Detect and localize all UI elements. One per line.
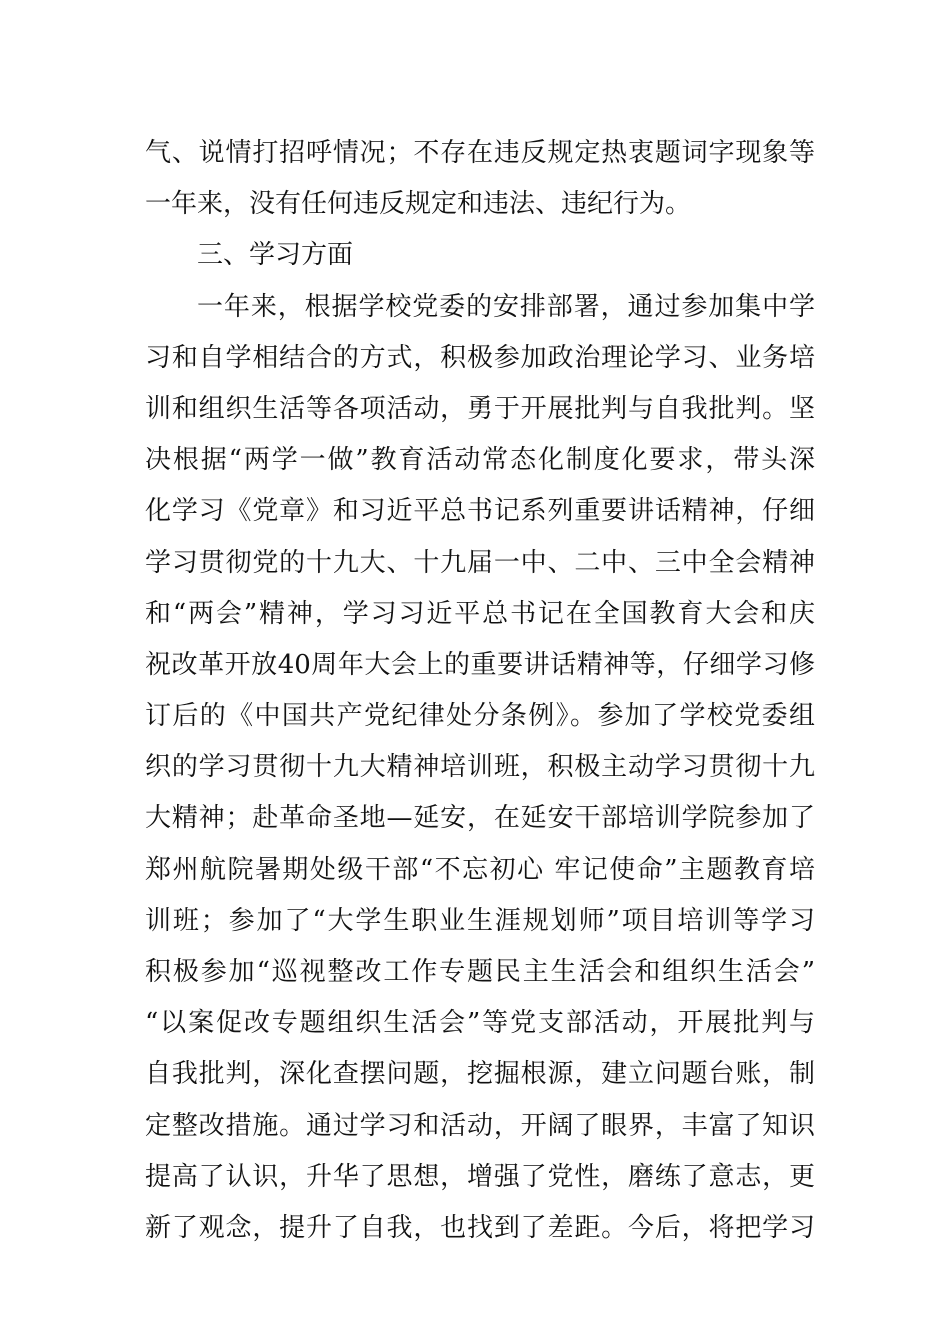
text-line: 训班；参加了“大学生职业生涯规划师”项目培训等学习 (145, 905, 815, 936)
text-line: 习和自学相结合的方式，积极参加政治理论学习、业务培 (145, 342, 815, 373)
text-line: 学习贯彻党的十九大、十九届一中、二中、三中全会精神 (145, 547, 815, 578)
text-line: “以案促改专题组织生活会”等党支部活动，开展批判与 (145, 1008, 815, 1039)
text-line: 决根据“两学一做”教育活动常态化制度化要求，带头深 (145, 445, 815, 476)
text-line: 大精神；赴革命圣地—延安，在延安干部培训学院参加了 (145, 803, 815, 834)
text-line: 一年来，没有任何违反规定和违法、违纪行为。 (145, 189, 692, 220)
text-line: 织的学习贯彻十九大精神培训班，积极主动学习贯彻十九 (145, 752, 815, 783)
text-line: 提高了认识，升华了思想，增强了党性，磨练了意志，更 (145, 1161, 815, 1192)
text-line: 订后的《中国共产党纪律处分条例》。参加了学校党委组 (145, 701, 815, 732)
text-line: 和“两会”精神，学习习近平总书记在全国教育大会和庆 (145, 598, 815, 629)
text-line: 化学习《党章》和习近平总书记系列重要讲话精神，仔细 (145, 496, 815, 527)
text-line: 郑州航院暑期处级干部“不忘初心 牢记使命”主题教育培 (145, 854, 815, 885)
text-line: 训和组织生活等各项活动，勇于开展批判与自我批判。坚 (145, 393, 815, 424)
text-line: 自我批判，深化查摆问题，挖掘根源，建立问题台账，制 (145, 1059, 815, 1090)
body-text (145, 128, 815, 1254)
section-heading: 三、学习方面 (197, 240, 354, 271)
text-line: 定整改措施。通过学习和活动，开阔了眼界，丰富了知识 (145, 1110, 815, 1141)
text-line: 祝改革开放40周年大会上的重要讲话精神等，仔细学习修 (145, 649, 815, 680)
text-line: 新了观念，提升了自我，也找到了差距。今后，将把学习 (145, 1212, 815, 1243)
text-line: 气、说情打招呼情况；不存在违反规定热衷题词字现象等 (145, 138, 815, 168)
text-line: 积极参加“巡视整改工作专题民主生活会和组织生活会” (145, 957, 815, 987)
text-line: 一年来，根据学校党委的安排部署，通过参加集中学 (197, 291, 815, 322)
